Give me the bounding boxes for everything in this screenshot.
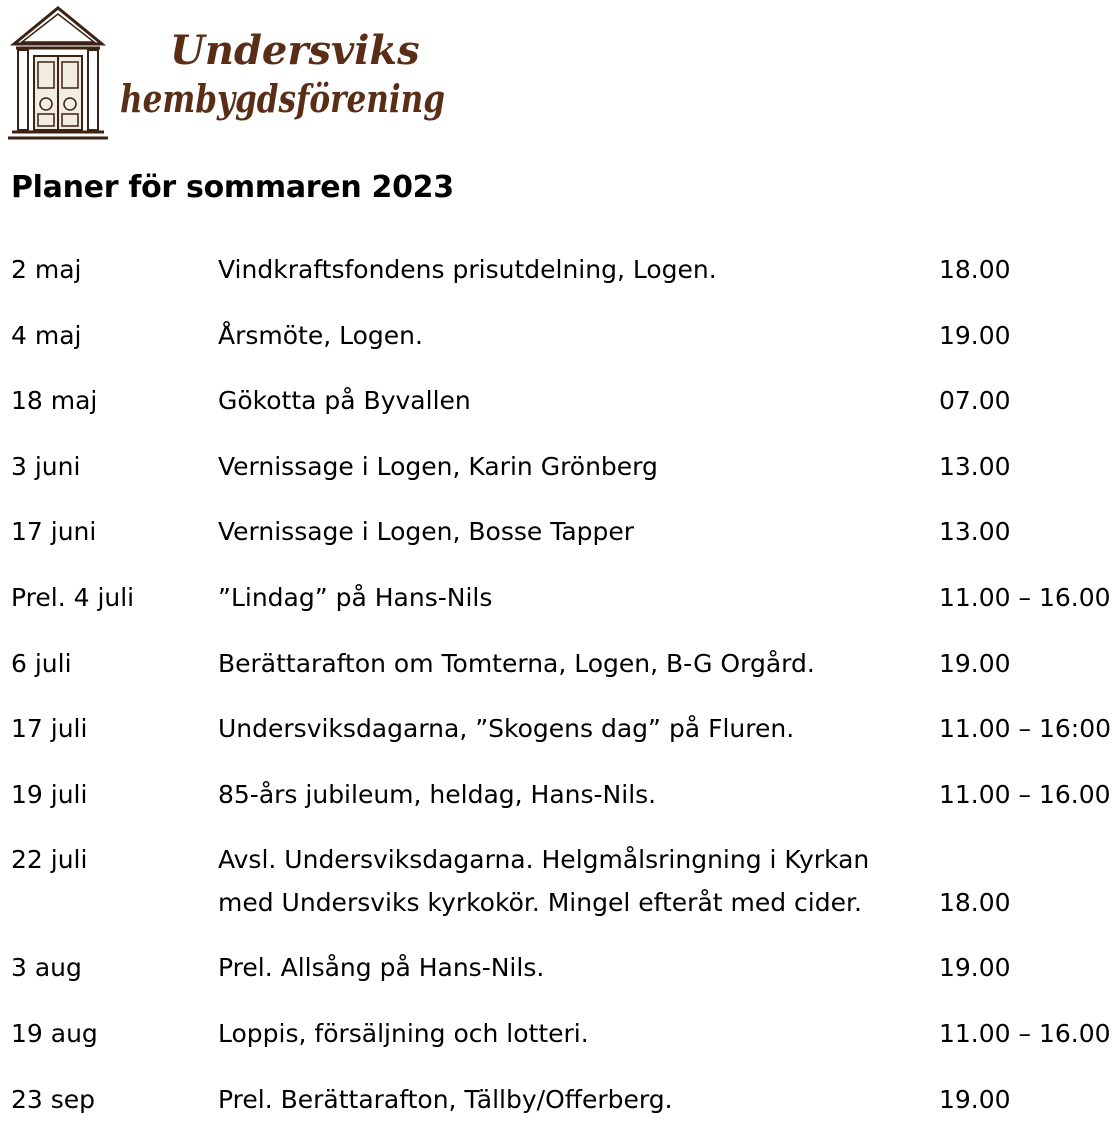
event-row <box>0 1078 1116 1143</box>
event-description: Vernissage i Logen, Karin Grönberg <box>218 451 658 481</box>
event-row <box>0 642 1116 708</box>
event-time: 19.00 <box>939 953 1011 983</box>
event-time: 11.00 – 16.00 <box>939 779 1111 809</box>
event-description-line2: med Undersviks kyrkokör. Mingel efteråt med cider. <box>218 888 862 918</box>
event-date: 17 juli <box>11 714 88 744</box>
event-time: 18.00 <box>939 255 1011 284</box>
events-list <box>0 248 1116 1143</box>
event-row <box>0 314 1116 380</box>
event-row <box>0 1012 1116 1078</box>
event-time: 11.00 – 16:00 <box>939 714 1112 744</box>
logo-text-line2: hembygdsförening <box>120 76 445 121</box>
event-description: Avsl. Undersviksdagarna. Helgmålsringning i Kyrkan <box>218 845 870 875</box>
event-description: ”Lindag” på Hans-Nils <box>218 582 493 612</box>
event-row <box>0 248 1116 314</box>
event-row <box>0 838 1116 946</box>
event-row <box>0 707 1116 773</box>
event-row <box>0 510 1116 576</box>
event-time: 13.00 <box>939 517 1011 547</box>
event-description: Årsmöte, Logen. <box>218 320 423 350</box>
event-date: 22 juli <box>11 845 88 875</box>
event-date: 17 juni <box>11 517 97 547</box>
event-time: 19.00 <box>939 1084 1011 1114</box>
event-date: 18 maj <box>11 386 98 416</box>
event-description: Vindkraftsfondens prisutdelning, Logen. <box>218 255 717 284</box>
event-date: 3 juni <box>11 451 81 481</box>
page-title: Planer för sommaren 2023 <box>11 170 454 205</box>
event-row <box>0 445 1116 511</box>
header-logo <box>8 4 448 144</box>
event-time: 19.00 <box>939 320 1011 350</box>
event-date: 19 juli <box>11 779 88 809</box>
event-date: 4 maj <box>11 320 82 350</box>
event-description: Loppis, försäljning och lotteri. <box>218 1018 589 1048</box>
event-date: 6 juli <box>11 648 72 678</box>
event-description: Berättarafton om Tomterna, Logen, B-G Orgård. <box>218 648 815 678</box>
event-date: 19 aug <box>11 1018 98 1048</box>
event-time: 11.00 – 16.00 <box>939 1018 1111 1048</box>
event-date: Prel. 4 juli <box>11 582 135 612</box>
event-row <box>0 946 1116 1012</box>
event-date: 2 maj <box>11 255 82 284</box>
event-description: Vernissage i Logen, Bosse Tapper <box>218 517 635 547</box>
event-time: 13.00 <box>939 451 1011 481</box>
logo-text-line1: Undersviks <box>170 27 420 74</box>
event-description: Prel. Allsång på Hans-Nils. <box>218 953 545 983</box>
house-door-icon <box>8 4 448 144</box>
event-time: 19.00 <box>939 648 1011 678</box>
event-row <box>0 773 1116 839</box>
event-description: Gökotta på Byvallen <box>218 386 471 416</box>
event-description: Undersviksdagarna, ”Skogens dag” på Fluren. <box>218 714 795 744</box>
event-time: 18.00 <box>939 888 1011 918</box>
event-description: 85-års jubileum, heldag, Hans-Nils. <box>218 779 657 809</box>
event-row <box>0 576 1116 642</box>
event-row <box>0 379 1116 445</box>
event-date: 23 sep <box>11 1084 96 1114</box>
event-description: Prel. Berättarafton, Tällby/Offerberg. <box>218 1084 673 1114</box>
event-time: 07.00 <box>939 386 1011 416</box>
event-time: 11.00 – 16.00 <box>939 582 1111 612</box>
event-date: 3 aug <box>11 953 82 983</box>
